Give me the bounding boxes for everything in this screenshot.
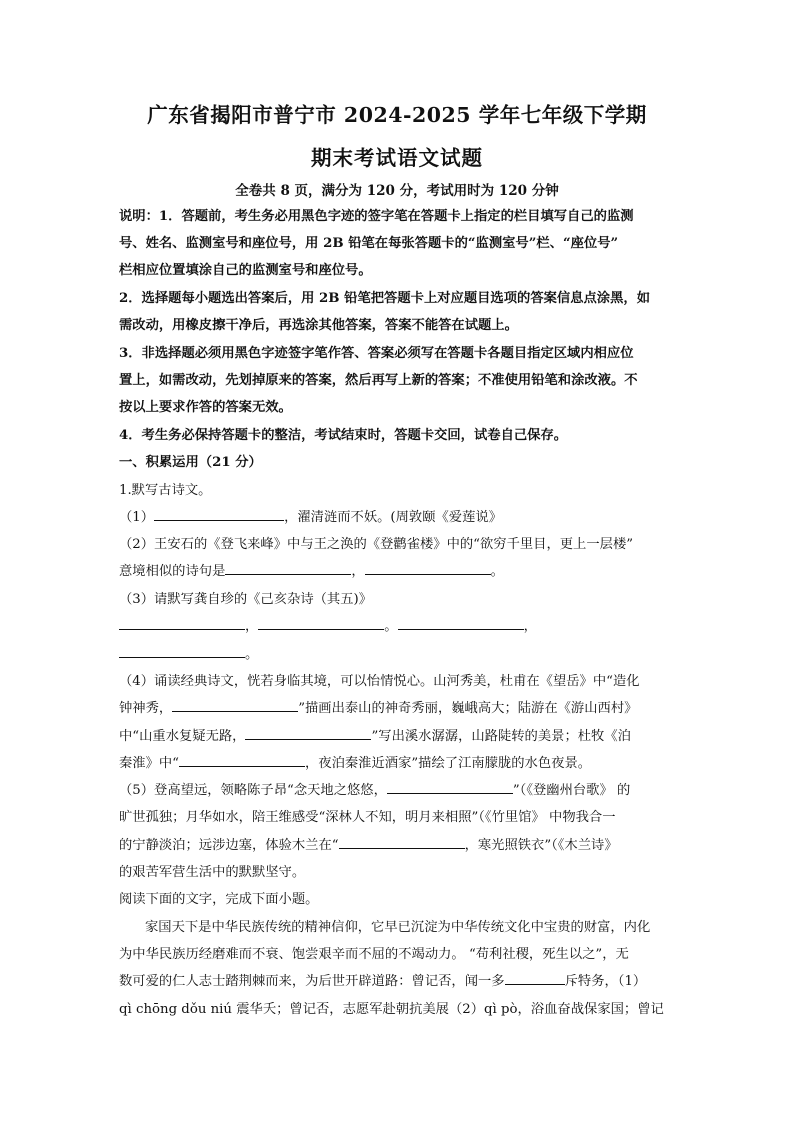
text: ， — [351, 564, 365, 579]
answer-blank[interactable] — [505, 972, 565, 985]
instruction-line: 按以上要求作答的答案无效。 — [119, 400, 292, 415]
text: 数可爱的仁人志士踏荆棘而来，为后世开辟道路：曾记否，闻一多 — [119, 974, 505, 989]
instruction-line: 栏相应位置填涂自己的监测室号和座位号。 — [119, 263, 372, 278]
text: 。 — [245, 647, 259, 662]
question-1-part-3-blanks-2 — [119, 643, 679, 662]
passage-line — [119, 970, 679, 989]
answer-blank[interactable] — [339, 836, 465, 849]
passage-line: 家国天下是中华民族传统的精神信仰，它早已沉淀为中华传统文化中宝贵的财富，内化 — [145, 920, 651, 935]
question-1-part-4-line3 — [119, 725, 679, 744]
question-1-part-5-line3 — [119, 834, 679, 853]
question-1-part-5-line2: 旷世孤独；月华如水，陪王维感受“深林人不知，明月来相照”（《竹里馆》 中物我合一 — [119, 810, 616, 825]
answer-blank[interactable] — [398, 617, 524, 630]
question-1-part-3-blanks — [119, 615, 679, 634]
text: 斥特务，（1） — [564, 974, 647, 989]
instruction-line: 号、姓名、监测室号和座位号，用 2B 铅笔在每张答题卡的“监测室号”栏、“座位号” — [119, 236, 619, 251]
text: （1） — [119, 510, 155, 525]
passage-line: qì chōng dǒu niú 震华夭；曾记否，志愿军赴朝抗美展（2）qì pò，浴血奋战保家国；曾记 — [119, 1002, 664, 1017]
instruction-line: 4．考生务必保持答题卡的整洁，考试结束时，答题卡交回，试卷自己保存。 — [119, 428, 568, 443]
exam-title-line1: 广东省揭阳市普宁市 2024-2025 学年七年级下学期 — [147, 103, 647, 127]
text: ”写出溪水潺潺，山路陡转的美景；杜牧《泊 — [371, 729, 631, 744]
text: ，濯清涟而不妖。(周敦颐《爱莲说》 — [284, 510, 502, 525]
instruction-line: 置上，如需改动，先划掉原来的答案，然后再写上新的答案；不准使用铅笔和涂改液。不 — [119, 373, 638, 388]
answer-blank[interactable] — [245, 727, 371, 740]
question-1-part-5-line4: 的艰苦军营生活中的默默坚守。 — [119, 865, 306, 880]
answer-blank[interactable] — [119, 645, 245, 658]
answer-blank[interactable] — [154, 508, 284, 521]
instruction-line: 说明：1．答题前，考生务必用黑色字迹的签字笔在答题卡上指定的栏目填写自己的监测 — [119, 209, 634, 224]
answer-blank[interactable] — [387, 781, 513, 794]
exam-title-line2: 期末考试语文试题 — [311, 146, 483, 170]
question-1-part-2-line2 — [119, 560, 679, 579]
question-1-part-5-line1 — [119, 779, 679, 798]
instruction-line: 3．非选择题必须用黑色字迹签字笔作答、答案必须写在答题卡各题目指定区域内相应位 — [119, 346, 634, 361]
question-1-part-4-line4 — [119, 752, 679, 771]
text: （5）登高望远，领略陈子昂“念天地之悠悠， — [119, 783, 387, 798]
text: 意境相似的诗句是 — [119, 564, 226, 579]
text: 秦淮》中“ — [119, 756, 179, 771]
reading-intro: 阅读下面的文字，完成下面小题。 — [119, 892, 319, 907]
answer-blank[interactable] — [119, 617, 245, 630]
instruction-line: 需改动，用橡皮擦干净后，再选涂其他答案，答案不能答在试题上。 — [119, 318, 518, 333]
text: ”（《登幽州台歌》 的 — [512, 783, 631, 798]
exam-subtitle: 全卷共 8 页，满分为 120 分，考试用时为 120 分钟 — [235, 183, 559, 199]
text: 。 — [384, 619, 398, 634]
question-1-part-4-line2 — [119, 697, 679, 716]
text: 中“山重水复疑无路， — [119, 729, 246, 744]
section-heading: 一、积累运用（21 分） — [119, 455, 262, 470]
text: ”描画出泰山的神奇秀丽，巍峨高大；陆游在《游山西村》 — [298, 701, 638, 716]
question-1-label: 1.默写古诗文。 — [119, 483, 212, 498]
text: ， — [245, 619, 259, 634]
text: 。 — [490, 564, 504, 579]
instruction-line: 2．选择题每小题选出答案后，用 2B 铅笔把答题卡上对应题目选项的答案信息点涂黑，如 — [119, 291, 650, 306]
text: ， — [523, 619, 537, 634]
question-1-part-2-line1: （2）王安石的《登飞来峰》中与王之涣的《登鹳雀楼》中的“欲穷千里目，更上一层楼” — [119, 537, 634, 552]
text: ，夜泊秦淮近酒家”描绘了江南朦胧的水色夜景。 — [305, 756, 592, 771]
question-1-part-1 — [119, 506, 679, 525]
question-1-part-4-line1: （4）诵读经典诗文，恍若身临其境，可以怡情悦心。山河秀美，杜甫在《望岳》中“造化 — [119, 674, 640, 689]
answer-blank[interactable] — [225, 562, 351, 575]
answer-blank[interactable] — [365, 562, 491, 575]
answer-blank[interactable] — [179, 754, 305, 767]
text: 钟神秀， — [119, 701, 173, 716]
answer-blank[interactable] — [258, 617, 384, 630]
answer-blank[interactable] — [172, 699, 298, 712]
passage-line: 为中华民族历经磨难而不衰、饱尝艰辛而不屈的不竭动力。 “苟利社稷，死生以之”，无 — [119, 947, 629, 962]
text: ，寒光照铁衣”（《木兰诗》 — [464, 838, 618, 853]
text: 的宁静淡泊；远涉边塞，体验木兰在“ — [119, 838, 339, 853]
question-1-part-3: （3）请默写龚自珍的《己亥杂诗（其五)》 — [119, 592, 372, 607]
